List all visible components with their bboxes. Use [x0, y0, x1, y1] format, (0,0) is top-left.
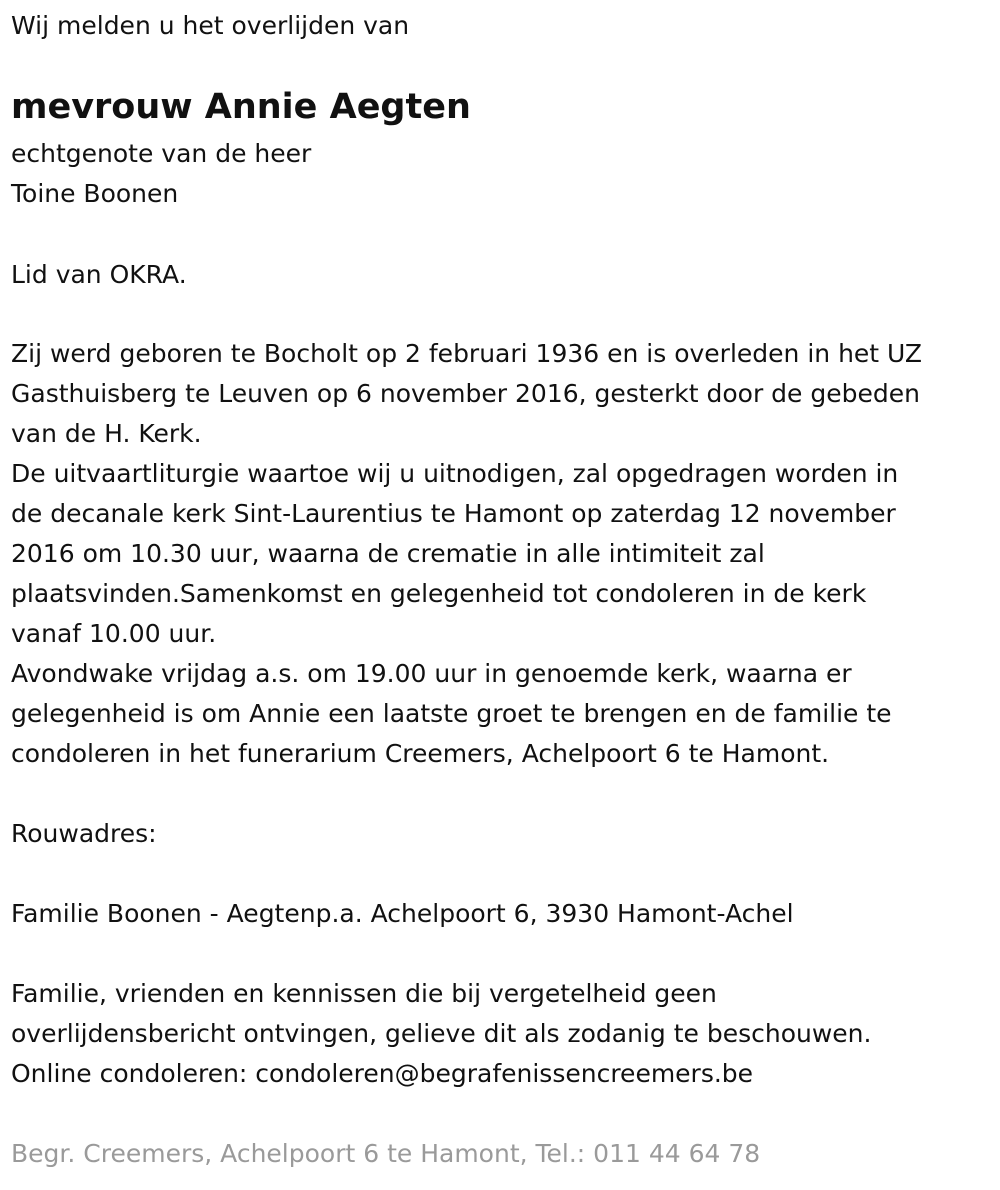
intro-text: Wij melden u het overlijden van [11, 11, 410, 40]
body-line: van de H. Kerk. [11, 419, 202, 448]
closing-line: Familie, vrienden en kennissen die bij vergetelheid geen [11, 979, 717, 1008]
mourning-label: Rouwadres: [11, 819, 157, 848]
deceased-name: mevrouw Annie Aegten [11, 87, 471, 127]
funeral-home-footer: Begr. Creemers, Achelpoort 6 te Hamont, Tel.: 011 44 64 78 [11, 1139, 761, 1168]
body-line: Avondwake vrijdag a.s. om 19.00 uur in genoemde kerk, waarna er [11, 659, 852, 688]
body-line: gelegenheid is om Annie een laatste groet te brengen en de familie te [11, 699, 892, 728]
body-line: vanaf 10.00 uur. [11, 619, 217, 648]
closing-line: overlijdensbericht ontvingen, gelieve dit als zodanig te beschouwen. [11, 1019, 872, 1048]
body-line: Zij werd geboren te Bocholt op 2 februari 1936 en is overleden in het UZ [11, 339, 923, 368]
body-line: de decanale kerk Sint-Laurentius te Hamont op zaterdag 12 november [11, 499, 896, 528]
mourning-address: Familie Boonen - Aegtenp.a. Achelpoort 6, 3930 Hamont-Achel [11, 899, 794, 928]
membership-text: Lid van OKRA. [11, 260, 187, 289]
spouse-line: echtgenote van de heer [11, 139, 312, 168]
spouse-block [11, 134, 311, 214]
spouse-name: Toine Boonen [11, 179, 179, 208]
body-line: Gasthuisberg te Leuven op 6 november 2016, gesterkt door de gebeden [11, 379, 920, 408]
body-line: plaatsvinden.Samenkomst en gelegenheid tot condoleren in de kerk [11, 579, 867, 608]
notice-body [11, 334, 922, 774]
closing-block [11, 974, 871, 1094]
body-line: 2016 om 10.30 uur, waarna de crematie in alle intimiteit zal [11, 539, 765, 568]
online-condolence-line: Online condoleren: condoleren@begrafenissencreemers.be [11, 1059, 754, 1088]
body-line: condoleren in het funerarium Creemers, Achelpoort 6 te Hamont. [11, 739, 830, 768]
body-line: De uitvaartliturgie waartoe wij u uitnodigen, zal opgedragen worden in [11, 459, 899, 488]
